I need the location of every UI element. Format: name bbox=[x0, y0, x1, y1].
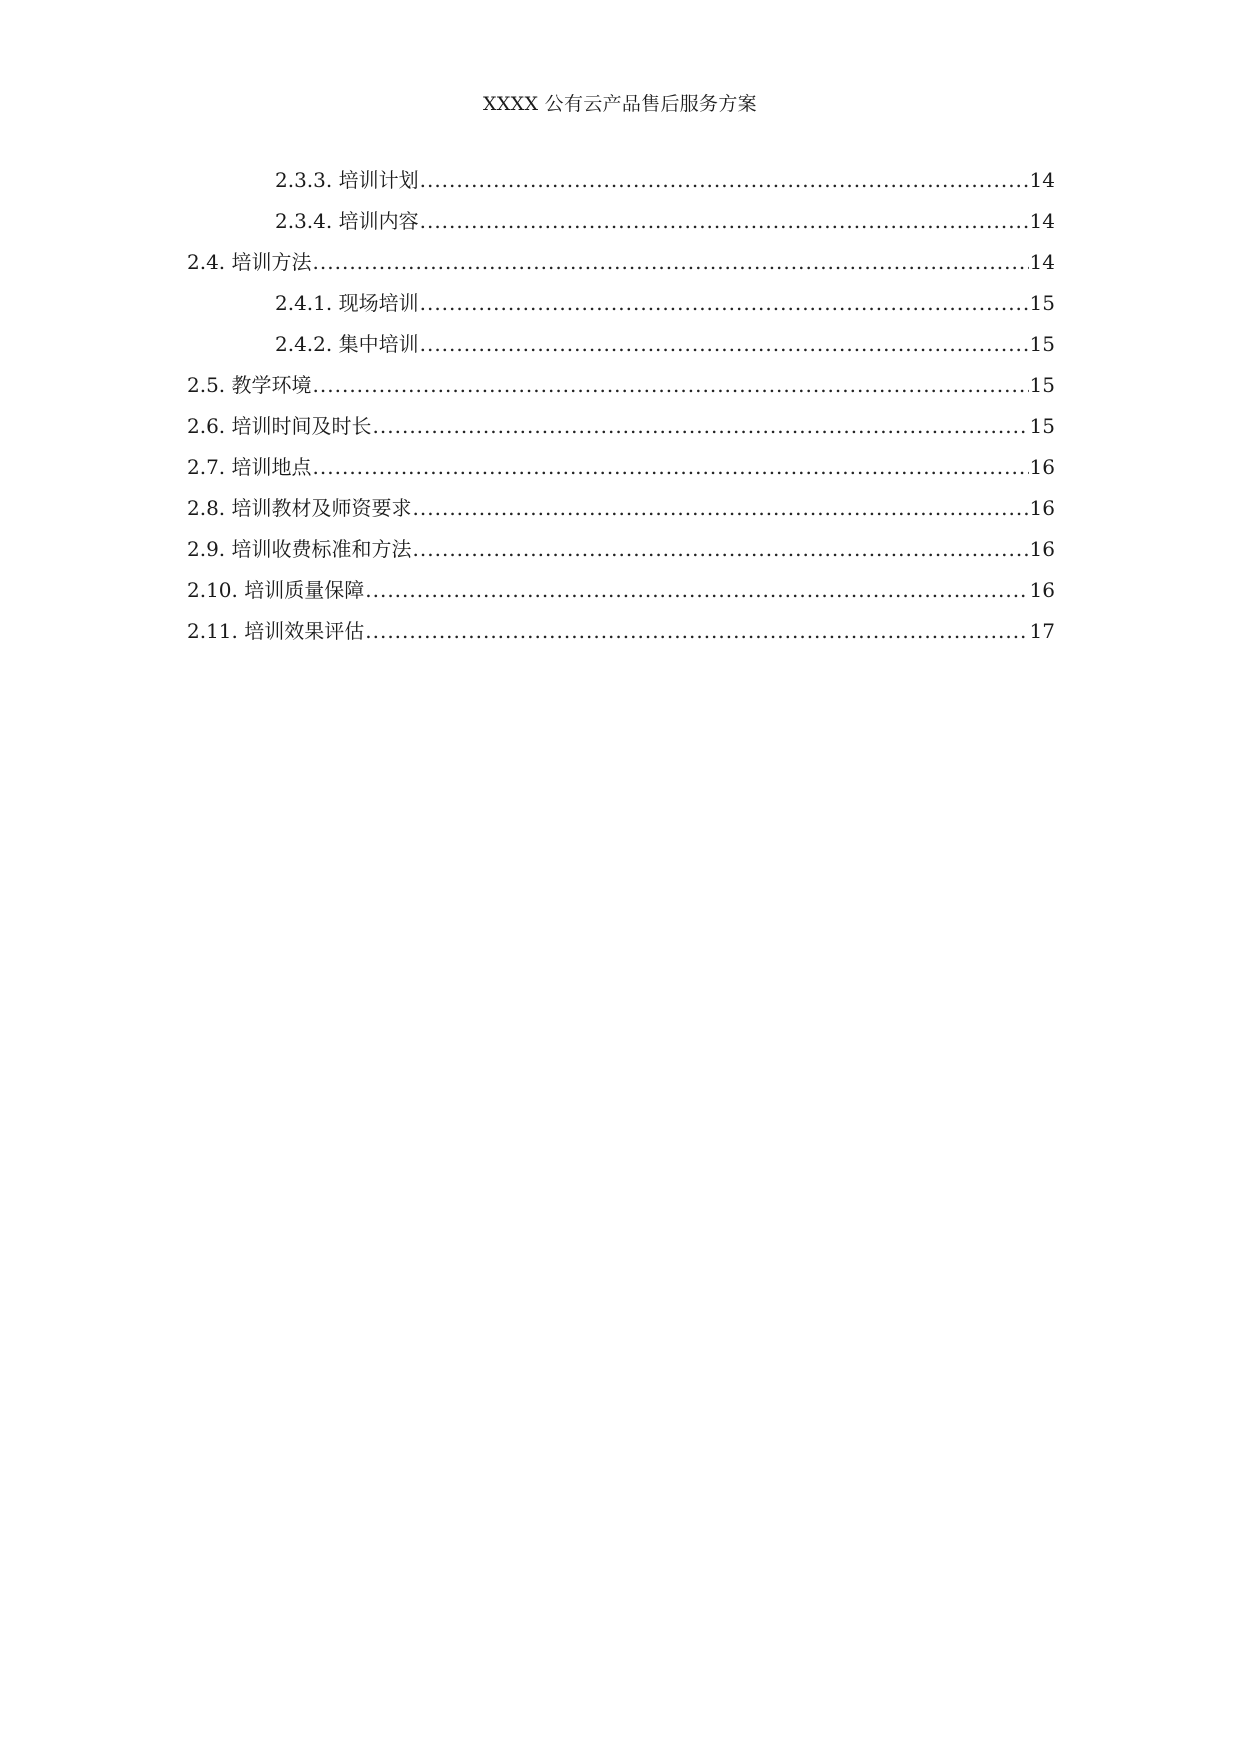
toc-entry-number: 2.11. bbox=[187, 619, 238, 643]
toc-entry-number: 2.5. bbox=[187, 373, 226, 397]
toc-entry[interactable] bbox=[187, 488, 1055, 529]
toc-entry-title: 教学环境 bbox=[231, 373, 312, 397]
toc-entry-number: 2.4.2. bbox=[275, 332, 333, 356]
toc-dot-leader bbox=[420, 160, 1029, 201]
toc-entry-label bbox=[187, 365, 312, 406]
toc-entry-title: 培训收费标准和方法 bbox=[231, 537, 412, 561]
toc-entry-page: 15 bbox=[1029, 291, 1055, 315]
toc-entry-label bbox=[187, 611, 364, 652]
toc-entry-label bbox=[187, 447, 312, 488]
toc-entry-number: 2.4. bbox=[187, 250, 226, 274]
toc-entry[interactable] bbox=[187, 406, 1055, 447]
toc-entry-title: 培训效果评估 bbox=[244, 619, 365, 643]
toc-dot-leader bbox=[365, 611, 1028, 652]
toc-entry-page: 14 bbox=[1029, 209, 1055, 233]
toc-entry-page: 14 bbox=[1029, 250, 1055, 274]
toc-entry[interactable] bbox=[187, 447, 1055, 488]
toc-entry-title: 培训内容 bbox=[338, 209, 419, 233]
toc-entry-title: 培训质量保障 bbox=[244, 578, 365, 602]
toc-entry-page: 16 bbox=[1029, 537, 1055, 561]
toc-entry-title: 培训计划 bbox=[338, 168, 419, 192]
toc-entry[interactable] bbox=[187, 201, 1055, 242]
toc-dot-leader bbox=[420, 201, 1029, 242]
toc-dot-leader bbox=[313, 242, 1029, 283]
toc-entry[interactable] bbox=[187, 570, 1055, 611]
toc-entry-title: 培训地点 bbox=[231, 455, 312, 479]
toc-dot-leader bbox=[420, 283, 1029, 324]
toc-entry-title: 集中培训 bbox=[338, 332, 419, 356]
toc-entry-label bbox=[187, 529, 412, 570]
toc-entry-title: 现场培训 bbox=[338, 291, 419, 315]
toc-entry[interactable] bbox=[187, 160, 1055, 201]
toc-dot-leader bbox=[413, 488, 1029, 529]
toc-dot-leader bbox=[365, 570, 1028, 611]
toc-entry-label bbox=[187, 242, 312, 283]
toc-dot-leader bbox=[313, 365, 1029, 406]
toc-entry-number: 2.10. bbox=[187, 578, 238, 602]
toc-entry-page: 16 bbox=[1029, 578, 1055, 602]
toc-entry-number: 2.3.3. bbox=[275, 168, 333, 192]
toc-entry-title: 培训时间及时长 bbox=[231, 414, 372, 438]
running-header: XXXX 公有云产品售后服务方案 bbox=[483, 93, 757, 115]
toc-entry-number: 2.4.1. bbox=[275, 291, 333, 315]
toc-entry-page: 16 bbox=[1029, 455, 1055, 479]
toc-entry[interactable] bbox=[187, 611, 1055, 652]
toc-entry-number: 2.7. bbox=[187, 455, 226, 479]
toc-entry-page: 16 bbox=[1029, 496, 1055, 520]
toc-dot-leader bbox=[413, 529, 1029, 570]
toc-entry-number: 2.3.4. bbox=[275, 209, 333, 233]
toc-entry-number: 2.8. bbox=[187, 496, 226, 520]
toc-entry-label bbox=[187, 570, 364, 611]
toc-dot-leader bbox=[420, 324, 1029, 365]
toc-entry-label bbox=[275, 283, 419, 324]
toc-dot-leader bbox=[313, 447, 1029, 488]
toc-dot-leader bbox=[373, 406, 1029, 447]
toc-entry-page: 14 bbox=[1029, 168, 1055, 192]
toc-entry-label bbox=[187, 488, 412, 529]
toc-entry-page: 15 bbox=[1029, 414, 1055, 438]
toc-entry[interactable] bbox=[187, 324, 1055, 365]
toc-entry[interactable] bbox=[187, 283, 1055, 324]
toc-entry-number: 2.6. bbox=[187, 414, 226, 438]
table-of-contents bbox=[187, 160, 1055, 652]
toc-entry[interactable] bbox=[187, 529, 1055, 570]
toc-entry-label bbox=[275, 160, 419, 201]
toc-entry-title: 培训方法 bbox=[231, 250, 312, 274]
toc-entry-title: 培训教材及师资要求 bbox=[231, 496, 412, 520]
toc-entry-page: 15 bbox=[1029, 373, 1055, 397]
toc-entry[interactable] bbox=[187, 242, 1055, 283]
toc-entry-label bbox=[187, 406, 372, 447]
toc-entry-number: 2.9. bbox=[187, 537, 226, 561]
toc-entry-page: 17 bbox=[1029, 619, 1055, 643]
toc-entry-page: 15 bbox=[1029, 332, 1055, 356]
toc-entry-label bbox=[275, 324, 419, 365]
toc-entry[interactable] bbox=[187, 365, 1055, 406]
toc-entry-label bbox=[275, 201, 419, 242]
